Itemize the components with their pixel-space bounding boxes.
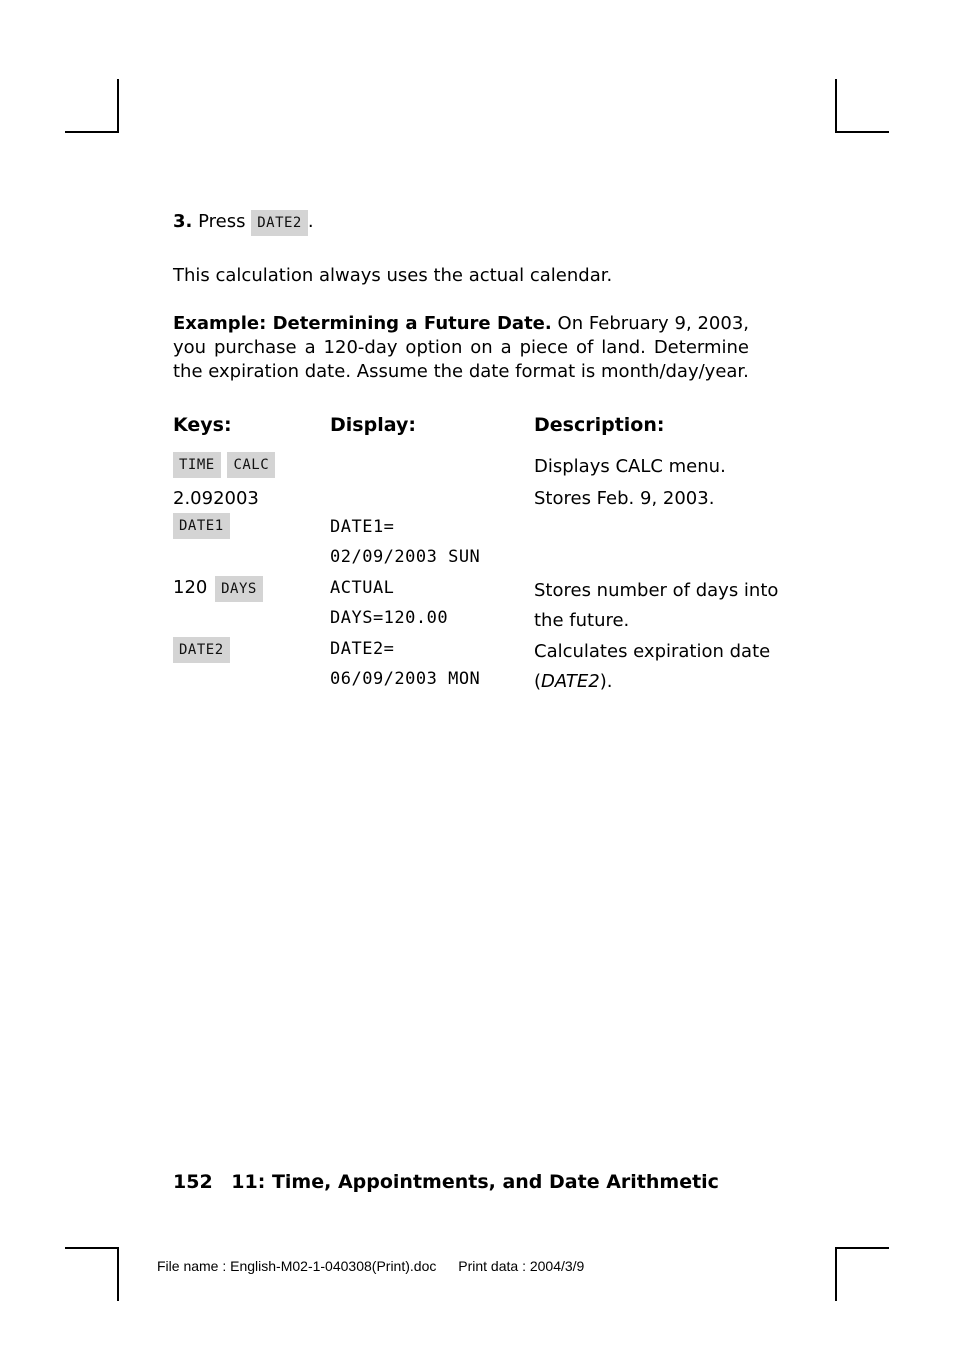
keys-cell: 2.092003	[173, 488, 259, 509]
example-body: On February 9, 2003, you purchase a 120-day option on a piece of land. Determine the expiration date. Assume the date format is month/day/year.	[173, 313, 749, 382]
description-cell: the future.	[534, 610, 630, 631]
crop-mark	[835, 1247, 837, 1301]
print-date: Print data : 2004/3/9	[458, 1258, 585, 1274]
file-name: File name : English-M02-1-040308(Print).doc	[157, 1258, 437, 1274]
display-header: Display:	[330, 414, 416, 436]
step-line	[173, 208, 314, 236]
crop-mark	[835, 131, 889, 133]
page-number: 152	[173, 1171, 213, 1193]
description-cell: (DATE2).	[534, 671, 613, 692]
description-header: Description:	[534, 414, 665, 436]
days-value: 120	[173, 577, 208, 598]
description-cell: Calculates expiration date	[534, 641, 771, 662]
crop-mark	[835, 1247, 889, 1249]
keys-cell	[173, 637, 230, 663]
keys-cell	[173, 452, 275, 478]
page-footer	[173, 1170, 719, 1194]
days-key[interactable]: DAYS	[215, 576, 263, 602]
keys-cell	[173, 513, 230, 539]
keys-cell	[173, 576, 263, 602]
display-line: DATE1=	[330, 517, 395, 537]
chapter-title: 11: Time, Appointments, and Date Arithmetic	[231, 1171, 719, 1193]
calendar-note: This calculation always uses the actual calendar.	[173, 265, 613, 286]
time-key[interactable]: TIME	[173, 452, 221, 478]
display-line: 02/09/2003 SUN	[330, 547, 481, 567]
date2-key[interactable]: DATE2	[173, 637, 230, 663]
crop-mark	[835, 79, 837, 132]
crop-mark	[65, 131, 119, 133]
crop-mark	[65, 1247, 119, 1249]
crop-mark	[117, 1247, 119, 1301]
display-line: DATE2=	[330, 639, 395, 659]
example-paragraph	[173, 312, 749, 384]
keys-header: Keys:	[173, 414, 232, 436]
date2-key[interactable]: DATE2	[251, 210, 308, 236]
display-line: DAYS=120.00	[330, 608, 449, 628]
description-cell: Stores number of days into	[534, 580, 779, 601]
description-cell: Displays CALC menu.	[534, 456, 726, 477]
step-after: .	[307, 211, 314, 232]
date2-italic: DATE2	[541, 671, 600, 692]
display-line: 06/09/2003 MON	[330, 669, 481, 689]
calc-key[interactable]: CALC	[227, 452, 275, 478]
display-line: ACTUAL	[330, 578, 395, 598]
example-heading: Example: Determining a Future Date.	[173, 313, 552, 334]
crop-mark	[117, 79, 119, 132]
description-cell: Stores Feb. 9, 2003.	[534, 488, 715, 509]
date1-key[interactable]: DATE1	[173, 513, 230, 539]
step-number: 3.	[173, 211, 193, 232]
file-info	[157, 1257, 584, 1275]
step-text: Press	[198, 211, 246, 232]
